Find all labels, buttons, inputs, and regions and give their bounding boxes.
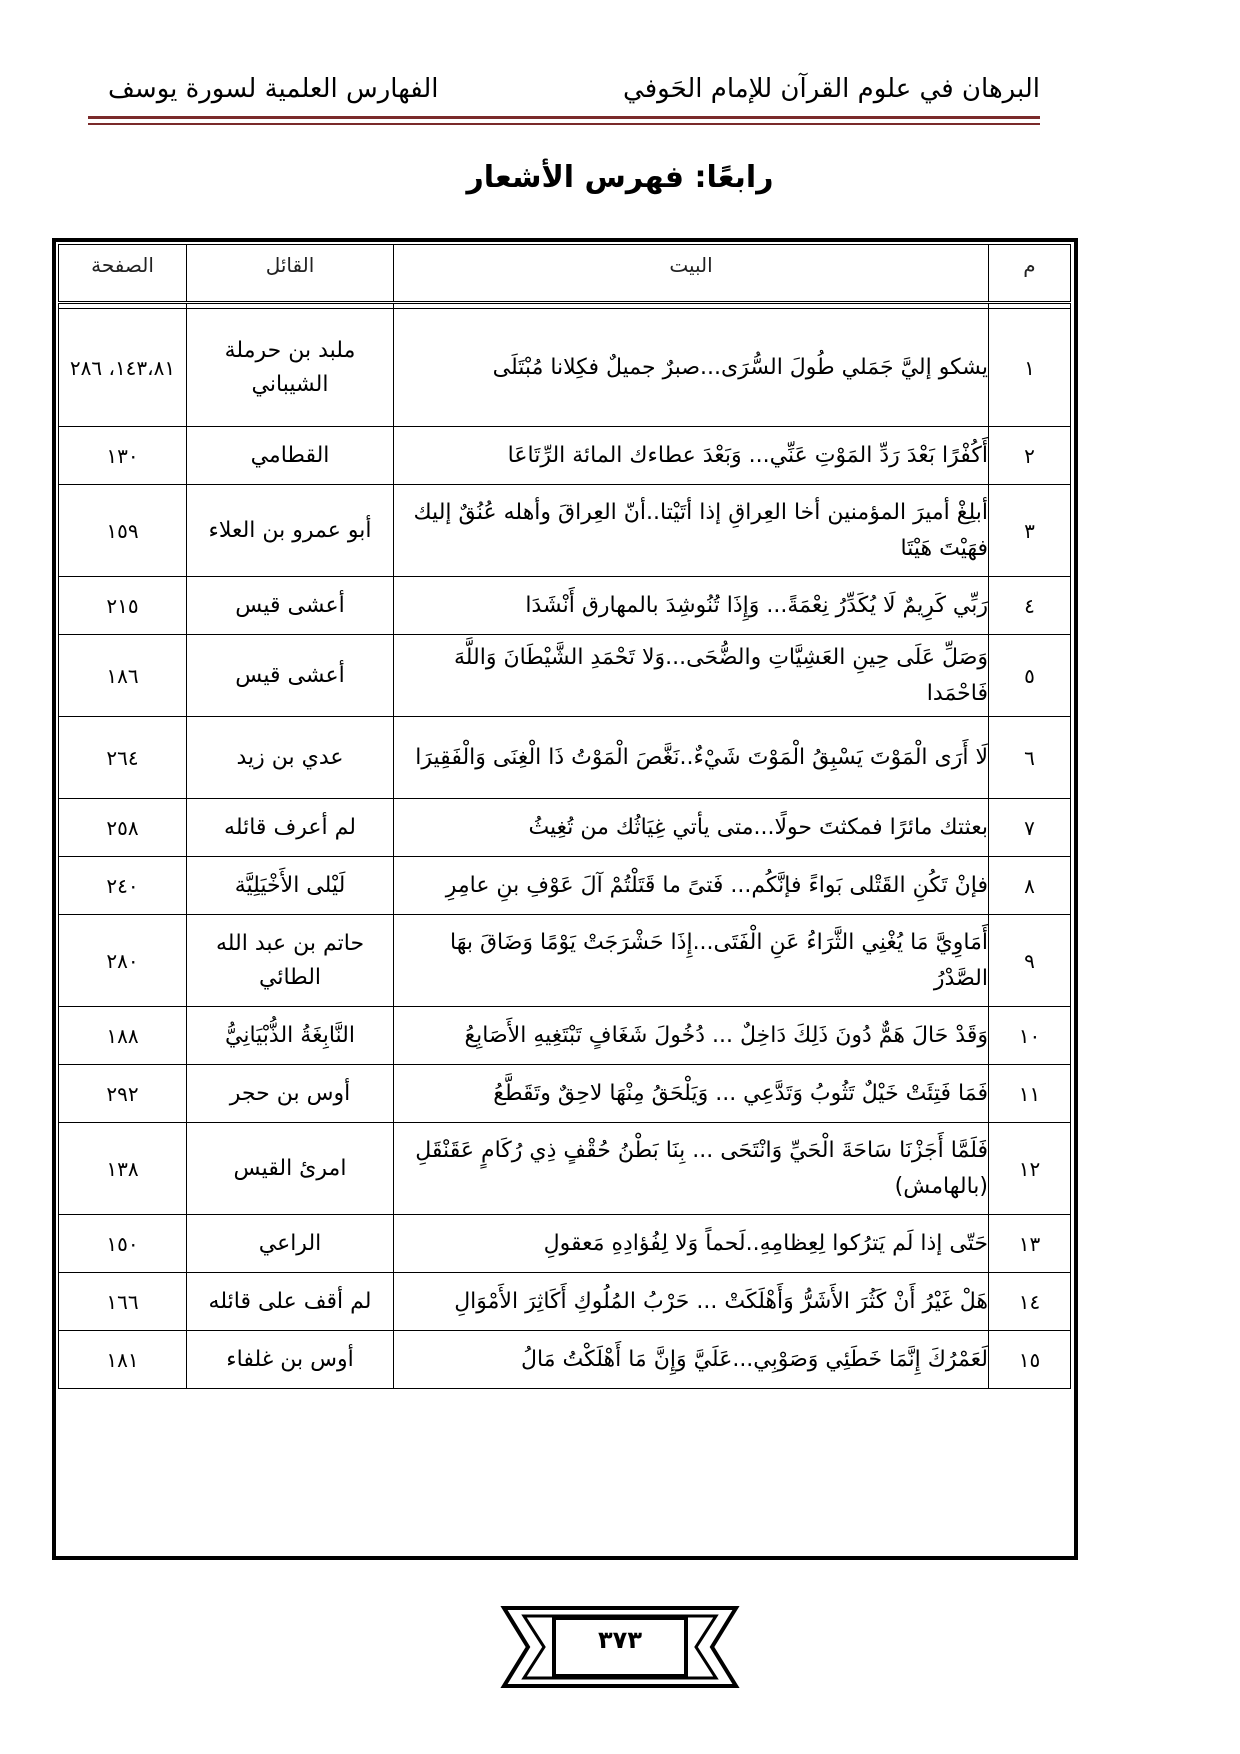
poet-name: حاتم بن عبد الله الطائي bbox=[187, 915, 394, 1007]
page-reference: ١٨٦ bbox=[59, 635, 187, 717]
page-reference: ٢٥٨ bbox=[59, 799, 187, 857]
header-rule-top bbox=[88, 116, 1040, 119]
table-row bbox=[59, 857, 1071, 915]
page-reference: ١٨١ bbox=[59, 1331, 187, 1389]
row-number: ١٣ bbox=[989, 1215, 1071, 1273]
table-row bbox=[59, 485, 1071, 577]
table-row bbox=[59, 309, 1071, 427]
row-number: ٧ bbox=[989, 799, 1071, 857]
column-header-num: م bbox=[989, 245, 1071, 303]
page-reference: ٢٩٢ bbox=[59, 1065, 187, 1123]
verse-text: هَلْ غَيْرُ أَنْ كَثُرَ الأَشَرُّ وَأَهْلَكَتْ ... حَرْبُ المُلُوكِ أَكَاثِرَ الأَمْوَالِ bbox=[394, 1273, 989, 1331]
table-row bbox=[59, 915, 1071, 1007]
verse-text: بعثتك مائرًا فمكثتَ حولًا...متى يأتي غِيَاثُك من تُغِيثُ bbox=[394, 799, 989, 857]
header-rule-bottom bbox=[88, 123, 1040, 125]
row-number: ١٢ bbox=[989, 1123, 1071, 1215]
table-row bbox=[59, 1331, 1071, 1389]
poet-name: أعشى قيس bbox=[187, 635, 394, 717]
verse-text: فَمَا فَتِئَتْ خَيْلٌ تَثُوبُ وَتَدَّعِي ... وَيَلْحَقُ مِنْهَا لاحِقٌ وتَقَطَّعُ bbox=[394, 1065, 989, 1123]
poet-name: عدي بن زيد bbox=[187, 717, 394, 799]
table-row bbox=[59, 717, 1071, 799]
verse-text: لَا أَرَى الْمَوْتَ يَسْبِقُ الْمَوْتَ شَيْءٌ..نَغَّصَ الْمَوْتُ ذَا الْغِنَى وَالْفَقِيرَا bbox=[394, 717, 989, 799]
row-number: ٢ bbox=[989, 427, 1071, 485]
column-header-page: الصفحة bbox=[59, 245, 187, 303]
page-reference: ١٥٠ bbox=[59, 1215, 187, 1273]
section-title: رابعًا: فهرس الأشعار bbox=[466, 160, 774, 195]
poet-name: لم أقف على قائله bbox=[187, 1273, 394, 1331]
row-number: ١٥ bbox=[989, 1331, 1071, 1389]
poet-name: أوس بن غلفاء bbox=[187, 1331, 394, 1389]
page-reference: ١٨٨ bbox=[59, 1007, 187, 1065]
row-number: ٦ bbox=[989, 717, 1071, 799]
verse-text: أَكُفْرًا بَعْدَ رَدِّ المَوْتِ عَنِّي... وَبَعْدَ عطاءك المائة الرِّتَاعَا bbox=[394, 427, 989, 485]
row-number: ٤ bbox=[989, 577, 1071, 635]
page-reference: ٢٨٠ bbox=[59, 915, 187, 1007]
verse-text: يشكو إليَّ جَمَلي طُولَ السُّرَى...صبرٌ جميلٌ فكِلانا مُبْتَلَى bbox=[394, 309, 989, 427]
index-title: الفهارس العلمية لسورة يوسف bbox=[108, 74, 439, 104]
table-row bbox=[59, 427, 1071, 485]
table-row bbox=[59, 1065, 1071, 1123]
book-title: البرهان في علوم القرآن للإمام الحَوفي bbox=[623, 74, 1040, 104]
column-header-verse: البيت bbox=[394, 245, 989, 303]
poet-name: أعشى قيس bbox=[187, 577, 394, 635]
page-reference: ١٦٦ bbox=[59, 1273, 187, 1331]
verse-text: لَعَمْرُكَ إِنَّمَا خَطَئِي وَصَوْبِي...عَلَيَّ وَإِنَّ مَا أَهْلَكْتُ مَالُ bbox=[394, 1331, 989, 1389]
page-number: ٣٧٣ bbox=[598, 1626, 642, 1654]
row-number: ١٤ bbox=[989, 1273, 1071, 1331]
verse-text: وَقَدْ حَالَ هَمٌّ دُونَ ذَلِكَ دَاخِلٌ ... دُخُولَ شَغَافٍ تَبْتَغِيهِ الأَصَابِعُ bbox=[394, 1007, 989, 1065]
verse-text: فَلَمَّا أَجَزْنَا سَاحَةَ الْحَيِّ وَانْتَحَى ... بِنَا بَطْنُ حُقْفٍ ذِي رُكَامٍ عَقَنْقَلِ (بالهامش) bbox=[394, 1123, 989, 1215]
poet-name: القطامي bbox=[187, 427, 394, 485]
verse-text: وَصَلِّ عَلَى حِينِ العَشِيَّاتِ والضُّحَى...وَلا تَحْمَدِ الشَّيْطَانَ وَاللَّهَ فَاحْمَدا bbox=[394, 635, 989, 717]
verse-text: رَبِّي كَرِيمٌ لَا يُكَدِّرُ نِعْمَةً... وَإِذَا تُنُوشِدَ بالمهارق أَنْشَدَا bbox=[394, 577, 989, 635]
table-header-row bbox=[59, 245, 1071, 303]
column-header-poet: القائل bbox=[187, 245, 394, 303]
poetry-index-table bbox=[58, 244, 1071, 1389]
poet-name: امرئ القيس bbox=[187, 1123, 394, 1215]
verse-text: أبلِغْ أميرَ المؤمنين أخا العِراقِ إذا أتَيْتا..أنّ العِراقَ وأهله عُنُقٌ إليك فهَيْتَ هَيْتَا bbox=[394, 485, 989, 577]
row-number: ١١ bbox=[989, 1065, 1071, 1123]
row-number: ٨ bbox=[989, 857, 1071, 915]
running-header bbox=[88, 66, 1040, 116]
row-number: ٥ bbox=[989, 635, 1071, 717]
poet-name: ملبد بن حرملة الشيباني bbox=[187, 309, 394, 427]
row-number: ١٠ bbox=[989, 1007, 1071, 1065]
poet-name: النَّابِغَةُ الذُّبْيَانِيُّ bbox=[187, 1007, 394, 1065]
verse-text: أَمَاوِيَّ مَا يُغْنِي الثَّرَاءُ عَنِ الْفَتَى...إِذَا حَشْرَجَتْ يَوْمًا وَضَاقَ بهَا الصَّدْرُ bbox=[394, 915, 989, 1007]
page-reference: ٢٤٠ bbox=[59, 857, 187, 915]
table-row bbox=[59, 1273, 1071, 1331]
table-row bbox=[59, 1123, 1071, 1215]
poet-name: أبو عمرو بن العلاء bbox=[187, 485, 394, 577]
table-row bbox=[59, 799, 1071, 857]
page-reference: ٢٦٤ bbox=[59, 717, 187, 799]
verse-text: فإنْ تَكُنِ القَتْلى بَواءً فإنَّكُم... فَتىً ما قَتَلْتُمْ آلَ عَوْفِ بنِ عامِرِ bbox=[394, 857, 989, 915]
row-number: ١ bbox=[989, 309, 1071, 427]
poet-name: أوس بن حجر bbox=[187, 1065, 394, 1123]
verse-text: حَتّى إذا لَم يَترُكوا لِعِظامِهِ..لَحماً وَلا لِفُؤادِهِ مَعقولِ bbox=[394, 1215, 989, 1273]
page-reference: ٢١٥ bbox=[59, 577, 187, 635]
row-number: ٩ bbox=[989, 915, 1071, 1007]
poet-name: لم أعرف قائله bbox=[187, 799, 394, 857]
table-row bbox=[59, 1215, 1071, 1273]
table-row bbox=[59, 635, 1071, 717]
page-reference: ١٣٨ bbox=[59, 1123, 187, 1215]
page-reference: ١٥٩ bbox=[59, 485, 187, 577]
row-number: ٣ bbox=[989, 485, 1071, 577]
table-row bbox=[59, 577, 1071, 635]
poet-name: الراعي bbox=[187, 1215, 394, 1273]
page-reference: ١٣٠ bbox=[59, 427, 187, 485]
poet-name: لَيْلى الأَخْيَلِيَّة bbox=[187, 857, 394, 915]
page-number-badge bbox=[500, 1604, 740, 1690]
page-reference: ١٤٣،٨١، ٢٨٦ bbox=[59, 309, 187, 427]
table-row bbox=[59, 1007, 1071, 1065]
